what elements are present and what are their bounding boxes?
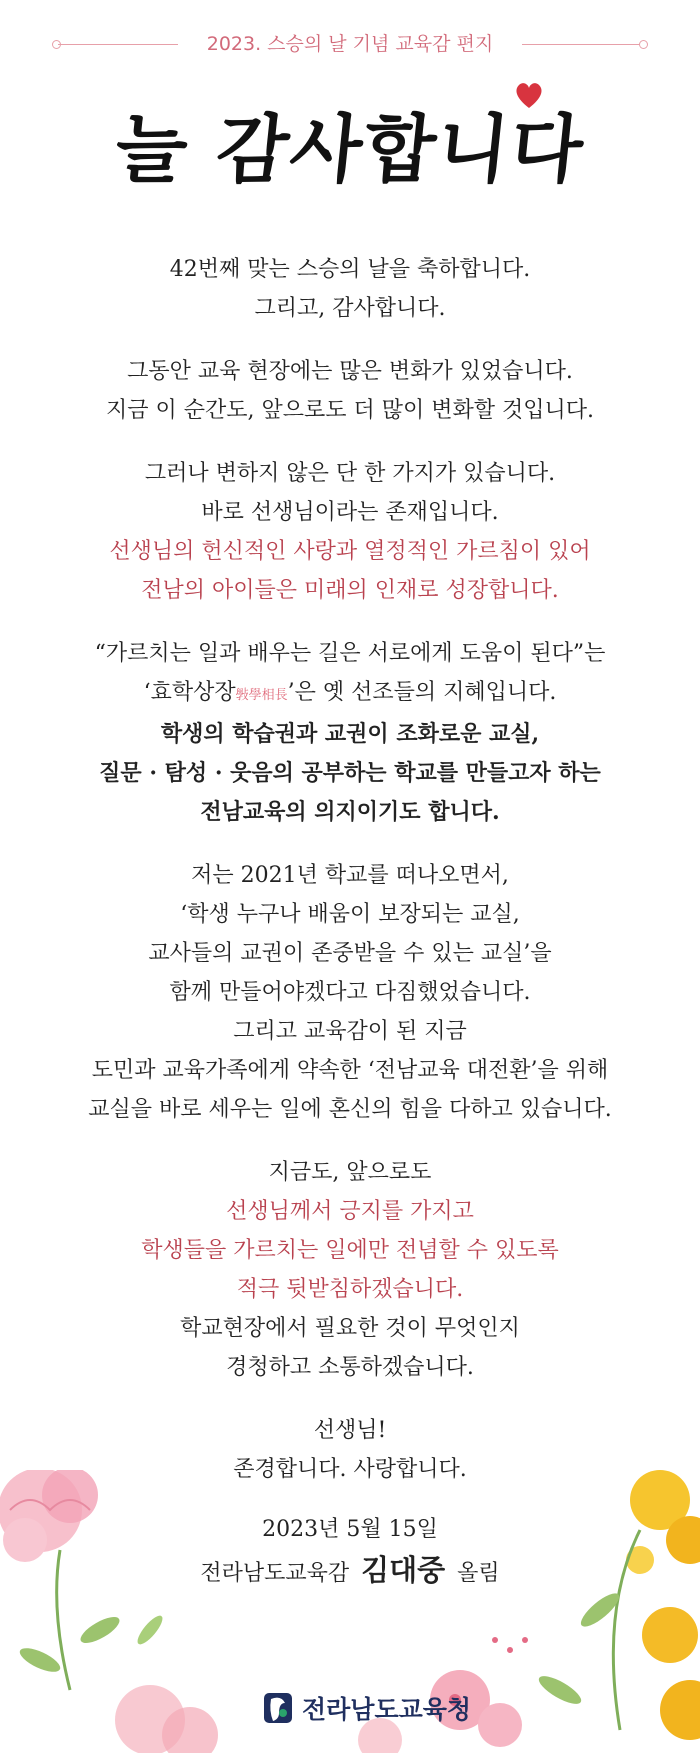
header-dot-right — [639, 40, 648, 49]
hanja-annotation: 斅學相長 — [235, 688, 288, 703]
highlight-line: 전남의 아이들은 미래의 인재로 성장합니다. — [141, 578, 559, 603]
text-line: 그러나 변하지 않은 단 한 가지가 있습니다. — [144, 461, 556, 486]
paragraph — [0, 856, 700, 1129]
text-segment: ‘효학상장 — [143, 680, 236, 705]
text-line: 그리고 교육감이 된 지금 — [233, 1019, 467, 1044]
signature-closing: 올림 — [457, 1561, 500, 1586]
paragraph — [0, 352, 700, 430]
text-line: 저는 2021년 학교를 떠나오면서, — [191, 863, 509, 888]
text-segment: ’은 옛 선조들의 지혜입니다. — [287, 680, 557, 705]
header-title: 2023. 스승의 날 기념 교육감 편지 — [206, 33, 494, 55]
letter-header — [0, 30, 700, 60]
text-line: 교실을 바로 세우는 일에 혼신의 힘을 다하고 있습니다. — [88, 1097, 612, 1122]
text-line: 지금 이 순간도, 앞으로도 더 많이 변화할 것입니다. — [106, 398, 594, 423]
header-line-right — [522, 44, 642, 45]
text-line: 42번째 맞는 스승의 날을 축하합니다. — [169, 257, 531, 282]
education-office-emblem-icon — [262, 1691, 294, 1725]
text-line: 교사들의 교권이 존중받을 수 있는 교실’을 — [148, 941, 552, 966]
headline-calligraphy: 늘 감사합니다 — [111, 107, 589, 193]
signature-block — [0, 1510, 700, 1594]
signature-line — [0, 1550, 700, 1594]
text-line: 도민과 교육가족에게 약속한 ‘전남교육 대전환’을 위해 — [91, 1058, 609, 1083]
text-line: 그리고, 감사합니다. — [254, 296, 446, 321]
text-line: 함께 만들어야겠다고 다짐했었습니다. — [169, 980, 531, 1005]
text-line: 학교현장에서 필요한 것이 무엇인지 — [180, 1316, 520, 1341]
signature-org: 전라남도교육감 — [200, 1561, 350, 1586]
text-line: 그동안 교육 현장에는 많은 변화가 있었습니다. — [127, 359, 573, 384]
highlight-line: 학생들을 가르치는 일에만 전념할 수 있도록 — [141, 1238, 559, 1263]
paragraph — [0, 1153, 700, 1387]
highlight-line: 선생님께서 긍지를 가지고 — [226, 1199, 474, 1224]
highlight-line: 적극 뒷받침하겠습니다. — [236, 1277, 464, 1302]
highlight-line: 선생님의 헌신적인 사랑과 열정적인 가르침이 있어 — [109, 539, 591, 564]
signature-name: 김대중 — [361, 1553, 446, 1587]
text-line: “가르치는 일과 배우는 길은 서로에게 도움이 된다”는 — [94, 641, 606, 666]
bold-line: 질문 · 탐성 · 웃음의 공부하는 학교를 만들고자 하는 — [99, 760, 601, 786]
office-logo — [262, 1690, 471, 1726]
text-line: 선생님! — [313, 1418, 387, 1443]
text-line: 경청하고 소통하겠습니다. — [226, 1355, 474, 1380]
letter-body — [0, 250, 700, 1513]
text-line: 바로 선생님이라는 존재입니다. — [201, 500, 499, 525]
text-line: ‘학생 누구나 배움이 보장되는 교실, — [180, 902, 520, 927]
letter-date: 2023년 5월 15일 — [262, 1517, 438, 1542]
bold-line: 학생의 학습권과 교권이 조화로운 교실, — [160, 721, 540, 747]
paragraph — [0, 634, 700, 832]
paragraph — [0, 250, 700, 328]
text-line-with-hanja — [0, 673, 700, 715]
office-logo-text: 전라남도교육청 — [302, 1695, 472, 1724]
paragraph — [0, 454, 700, 610]
text-line: 존경합니다. 사랑합니다. — [233, 1457, 467, 1482]
bold-line: 전남교육의 의지이기도 합니다. — [200, 799, 500, 825]
text-line: 지금도, 앞으로도 — [268, 1160, 432, 1185]
